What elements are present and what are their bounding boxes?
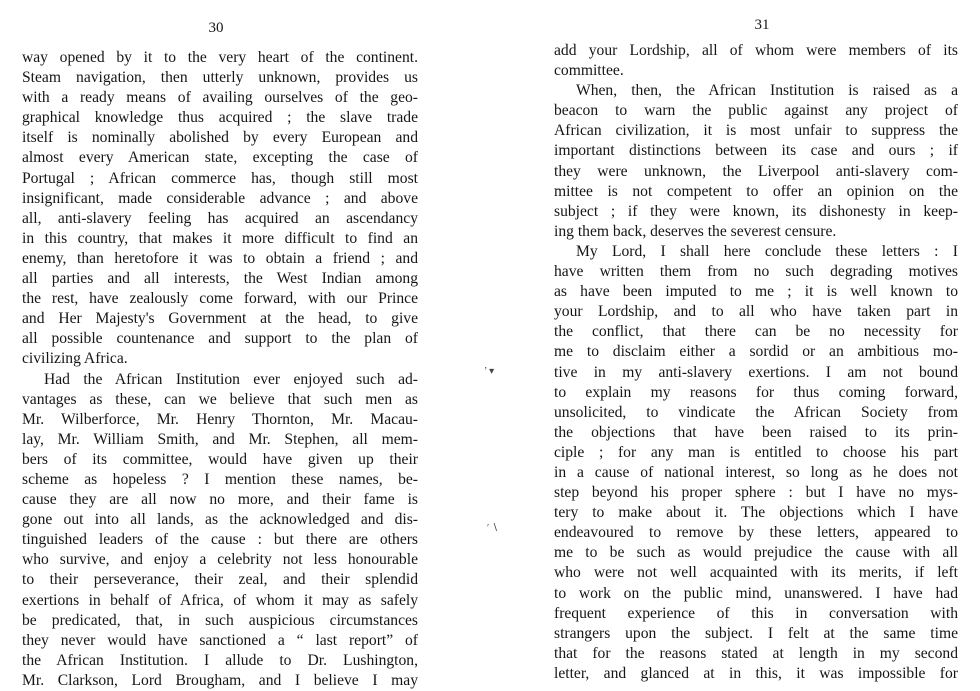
text-line: in a cause of national interest, so long as he does not (554, 463, 958, 481)
text-line: as have been imputed to me ; it is well known to (554, 283, 958, 301)
text-line: Portugal ; African commerce has, though still most (22, 169, 418, 187)
text-line: all parties and all interests, the West Indian among (22, 270, 418, 288)
text-line: itself is nominally abolished by every European and (22, 129, 418, 147)
text-line: important distinctions between its case and ours ; if (554, 142, 958, 160)
text-line: all possible countenance and support to the plan of (22, 330, 418, 348)
text-line: that for the reasons stated at length in my second (554, 644, 958, 662)
text-line: exertions in behalf of Africa, of whom it may as safely (22, 591, 418, 609)
text-line: to work on the public mind, unanswered. I have had (554, 584, 958, 602)
text-line: graphical knowledge thus acquired ; the slave trade (22, 109, 418, 127)
text-line: vantages as these, can we believe that such men as (22, 390, 418, 408)
text-line: add your Lordship, all of whom were members of its (554, 42, 958, 59)
gutter-mark: ’ ▾ (484, 366, 495, 377)
text-line: My Lord, I shall here conclude these letters : I (576, 242, 958, 260)
text-line: enemy, than heretofore it was to obtain a friend ; and (22, 249, 418, 267)
text-line: scheme as hopeless ? I mention these names, be- (22, 470, 418, 488)
text-line: subject ; if they were known, its dishonesty in keep- (554, 202, 958, 220)
text-line: When, then, the African Institution is raised as a (576, 82, 958, 100)
text-line: bers of its committee, would have given up their (22, 450, 418, 468)
text-line: me to disclaim either a sordid or an ambitious mo- (554, 343, 958, 361)
text-line: mittee is not competent to offer an opinion on the (554, 182, 958, 200)
text-line: ing them back, deserves the severest censure. (554, 222, 837, 240)
page-text (22, 48, 418, 691)
text-line: tinguished leaders of the cause : but there are others (22, 531, 418, 549)
page-number: 31 (754, 17, 770, 33)
text-line: the objections that have been raised to its prin- (554, 423, 958, 441)
gutter-mark: ′ ∖ (487, 523, 499, 534)
left-page (0, 0, 470, 689)
text-line: lay, Mr. William Smith, and Mr. Stephen, all mem- (22, 430, 418, 448)
text-line: frequent experience of this in conversation with (554, 604, 958, 622)
text-line: the conflict, that there can be no necessity for (554, 323, 958, 341)
text-line: letter, and glanced at in this, it was impossible for (554, 664, 958, 682)
text-line: the rest, have zealously come forward, with our Prince (22, 290, 418, 308)
text-line: they never would have sanctioned a “ last report” of (22, 631, 418, 649)
text-line: tery to make about it. The objections which I have (554, 504, 958, 522)
text-line: endeavoured to remove by these letters, appeared to (554, 524, 958, 542)
text-line: who were not well acquainted with its merits, if left (554, 564, 958, 582)
text-line: have written them from no such degrading motives (554, 263, 958, 281)
text-line: your Lordship, and to all who have taken part in (554, 303, 958, 321)
text-line: cause they are all now no more, and their fame is (22, 491, 418, 509)
text-line: committee. (554, 62, 624, 80)
text-line: gone out into all lands, as the acknowledged and dis- (22, 511, 418, 529)
text-line: in this country, that makes it more difficult to find an (22, 229, 418, 247)
text-line: African civilization, it is most unfair to suppress the (554, 122, 958, 140)
text-line: Had the African Institution ever enjoyed such ad- (44, 370, 418, 388)
text-line: who survive, and enjoy a celebrity not less honourable (22, 551, 418, 569)
text-line: beacon to warn the public against any project of (554, 102, 958, 120)
text-line: the African Institution. I allude to Dr. Lushington, (22, 651, 418, 669)
text-line: strangers upon the subject. I felt at the same time (554, 624, 958, 642)
text-line: way opened by it to the very heart of the continent. (22, 49, 418, 66)
text-line: me to be such as would prejudice the cause with all (554, 544, 958, 562)
text-line: Mr. Clarkson, Lord Brougham, and I believe I may (22, 671, 418, 689)
text-line: be predicated, that, in such auspicious circumstances (22, 611, 418, 629)
text-line: to their perseverance, their zeal, and their splendid (22, 571, 418, 589)
page-number: 30 (208, 20, 224, 36)
text-line: insignificant, made considerable advance ; and above (22, 189, 418, 207)
page-text (554, 41, 958, 684)
text-line: with a ready means of availing ourselves of the geo- (22, 89, 418, 107)
text-line: all, anti-slavery feeling has acquired an ascendancy (22, 209, 418, 227)
text-line: tive in my anti-slavery exertions. I am not bound (554, 363, 958, 381)
text-line: unsolicited, to vindicate the African Society from (554, 403, 958, 421)
text-line: civilizing Africa. (22, 350, 128, 368)
text-line: and Her Majesty's Government at the head, to give (22, 310, 418, 328)
text-line: ciple ; for any man is entitled to choose his part (554, 443, 958, 461)
text-line: Steam navigation, then utterly unknown, provides us (22, 69, 418, 87)
text-line: almost every American state, excepting the case of (22, 149, 418, 167)
text-line: step beyond his proper sphere : but I have no mys- (554, 484, 958, 502)
text-line: they were unknown, the Liverpool anti-slavery com- (554, 162, 958, 180)
text-line: to explain my reasons for thus coming forward, (554, 383, 958, 401)
right-page (512, 0, 980, 682)
text-line: Mr. Wilberforce, Mr. Henry Thornton, Mr. Macau- (22, 410, 418, 428)
